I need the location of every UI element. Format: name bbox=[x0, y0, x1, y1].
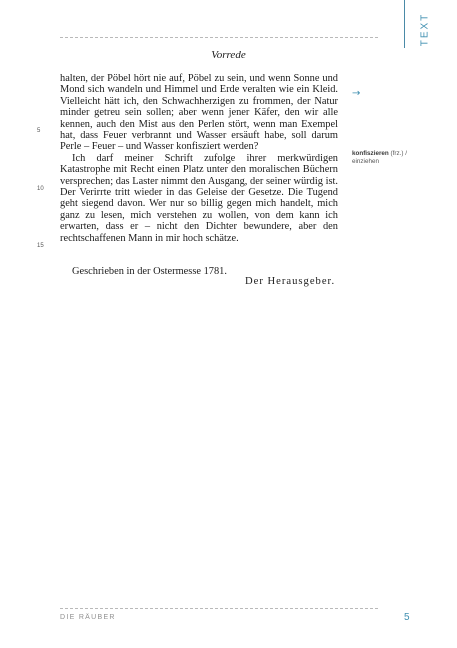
running-head: Vorrede bbox=[211, 49, 246, 61]
paragraph-1: halten, der Pöbel hört nie auf, Pöbel zu sein, und wenn Sonne und Mond sich wandeln und Himmel und Erde veralten wie ein Kleid. Vielleicht hätt ich, den Schwachherzigen zu frommen, der Natur minder getreu sein sollen; aber wenn jener Käfer, den wir alle kennen, auch den Mist aus den Perlen stört, wenn man Exempel hat, dass Feuer verbrannt und Wasser ersäuft habe, soll darum Perle – Feuer – und Wasser konfisziert werden? bbox=[60, 73, 338, 153]
signature: Der Herausgeber. bbox=[245, 276, 336, 287]
footer-divider bbox=[60, 608, 378, 609]
gloss-definition: einziehen bbox=[352, 158, 379, 165]
gloss-term: konfiszieren bbox=[352, 150, 389, 157]
closing-line: Geschrieben in der Ostermesse 1781. bbox=[72, 266, 227, 277]
line-number-5: 5 bbox=[37, 128, 41, 134]
margin-gloss: konfiszieren (frz.) / einziehen bbox=[352, 150, 407, 165]
header-divider bbox=[60, 37, 378, 38]
line-number-10: 10 bbox=[37, 186, 44, 192]
line-number-15: 15 bbox=[37, 243, 44, 249]
gloss-language: (frz.) bbox=[390, 150, 404, 157]
page-number: 5 bbox=[404, 612, 410, 623]
side-tab-line bbox=[404, 0, 405, 48]
body-text bbox=[60, 73, 338, 244]
side-tab-label: TEXT bbox=[419, 12, 431, 47]
side-tab bbox=[418, 12, 434, 52]
margin-arrow-icon: → bbox=[352, 88, 361, 99]
footer-book-title: DIE RÄUBER bbox=[60, 614, 116, 621]
paragraph-2: Ich darf meiner Schrift zufolge ihrer merkwürdigen Katastrophe mit Recht einen Platz unter den moralischen Büchern versprechen; das Laster nimmt den Ausgang, der seiner würdig ist. Der Verirrte tritt wieder in das Geleise der Gesetze. Die Tugend geht siegend davon. Wer nur so billig gegen mich handelt, mich ganz zu lesen, mich verstehen zu wollen, von dem kann ich erwarten, dass er – nicht den Dichter bewundere, aber den rechtschaffenen Mann in mir hoch schätze. bbox=[60, 152, 338, 244]
